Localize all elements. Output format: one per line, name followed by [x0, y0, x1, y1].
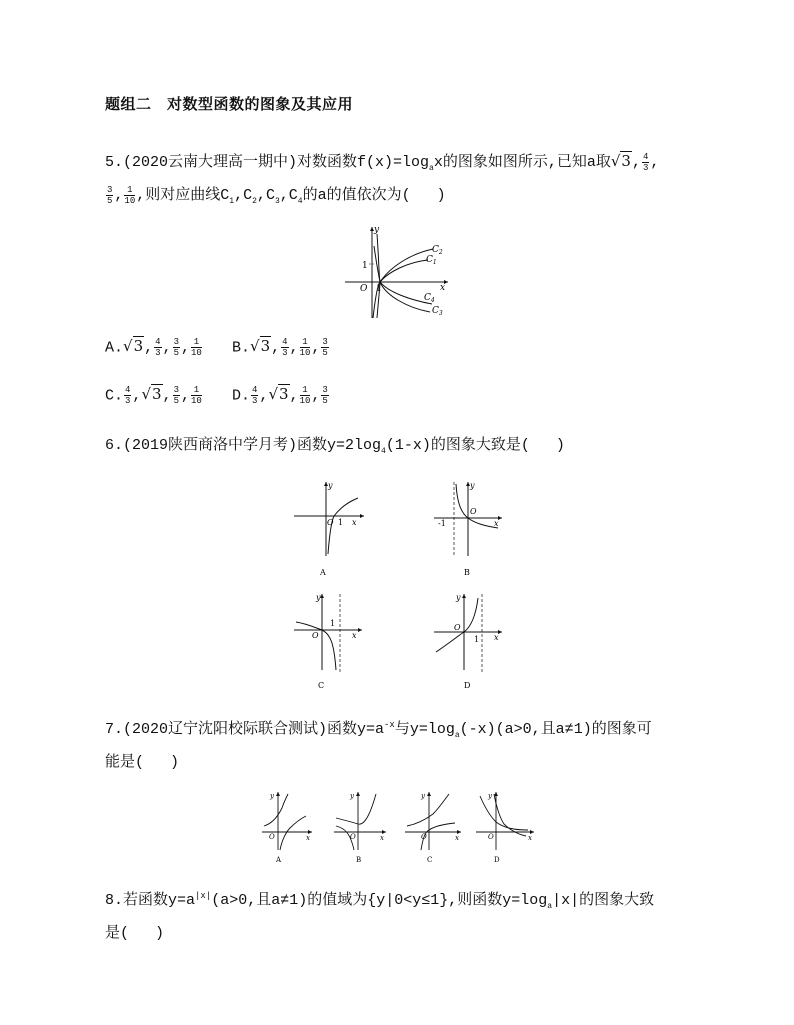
- label-c3: $C_3$: [432, 306, 443, 317]
- q5-graph: [340, 222, 460, 322]
- c: C: [265, 187, 275, 204]
- option-label: C: [318, 681, 325, 690]
- comma: ,: [114, 187, 124, 204]
- close-paren: ): [555, 437, 565, 454]
- svg-text:x: x: [352, 518, 357, 527]
- svg-text:O: O: [421, 833, 427, 841]
- option-label: A: [320, 568, 326, 577]
- q7-graph-c[interactable]: [405, 792, 461, 864]
- q5-option-d[interactable]: D. $\frac{4}{3}$ ,√3, $\frac{1}{10}$ , $\frac{3}{5}$: [232, 385, 328, 406]
- svg-text:y: y: [421, 792, 425, 800]
- q5-frac-4-3: $\frac{4}{3}$: [642, 151, 649, 173]
- q8-exponent: |x|: [195, 891, 212, 901]
- y-one: 1: [362, 261, 368, 271]
- q5-frac-1-10: $\frac{1}{10}$: [124, 184, 136, 206]
- svg-text:O: O: [488, 833, 494, 841]
- q7-text-c: (-x)(a>0,且a≠1)的图象可: [459, 721, 652, 738]
- svg-text:-1: -1: [438, 519, 446, 528]
- q6-text-b: (1-x)的图象大致是(: [385, 437, 530, 454]
- label-c2: $C_2$: [432, 245, 443, 256]
- svg-text:1: 1: [338, 518, 344, 527]
- close-paren: ): [436, 187, 446, 204]
- curve-c3: [377, 234, 430, 312]
- label-c4: $C_4$: [424, 293, 435, 304]
- q7-graph-d[interactable]: [476, 792, 534, 864]
- svg-text:y: y: [316, 593, 321, 602]
- x-label: x: [440, 283, 446, 293]
- close-paren: ): [170, 754, 180, 771]
- y-label: y: [374, 225, 380, 235]
- q5-line2-text: 则对应曲线C: [145, 187, 230, 204]
- sub: 3: [274, 197, 280, 206]
- q5-text-b: x的图象如图所示,已知a取: [433, 154, 611, 171]
- q7-graph-a[interactable]: [262, 792, 312, 864]
- comma: ,: [256, 187, 266, 204]
- q6-text: 6.(2019陕西商洛中学月考)函数y=2log: [105, 437, 382, 454]
- q5-sqrt3: √3: [610, 152, 631, 170]
- q5-option-c[interactable]: C. $\frac{4}{3}$ ,√3, $\frac{3}{5}$ , $\frac{1}{10}$: [105, 385, 202, 406]
- sub: 4: [297, 197, 303, 206]
- svg-text:y: y: [470, 481, 475, 490]
- q8-stem-line1: [105, 888, 654, 911]
- svg-text:y: y: [456, 593, 461, 602]
- q6-stem: [105, 433, 565, 456]
- svg-text:B: B: [356, 856, 362, 864]
- svg-text:1: 1: [330, 619, 336, 628]
- option-label: D: [464, 681, 471, 690]
- sub: 1: [229, 197, 235, 206]
- c: C: [243, 187, 253, 204]
- svg-text:O: O: [312, 631, 319, 640]
- opt-letter: C.: [105, 387, 124, 405]
- q5-log-base: a: [429, 164, 434, 173]
- opt-letter: A.: [105, 339, 124, 357]
- q7-log-base: a: [454, 731, 460, 740]
- q8-log-base: a: [547, 902, 553, 911]
- q5-option-a[interactable]: A.√3, $\frac{4}{3}$ , $\frac{3}{5}$ , $\frac{1}{10}$: [105, 337, 202, 358]
- svg-text:y: y: [270, 792, 274, 800]
- svg-text:x: x: [380, 834, 384, 842]
- svg-text:y: y: [350, 792, 354, 800]
- q6-graph-c[interactable]: [290, 590, 370, 690]
- q5-option-b[interactable]: B.√3, $\frac{4}{3}$ , $\frac{1}{10}$ , $\frac{3}{5}$: [232, 337, 328, 358]
- q8-line2-text: 是(: [105, 925, 130, 942]
- q7-exponent: -x: [384, 720, 395, 730]
- q5-line2: [105, 183, 446, 206]
- svg-text:y: y: [328, 481, 333, 490]
- svg-text:C: C: [427, 856, 433, 864]
- q6-graph-d[interactable]: [430, 590, 510, 690]
- svg-text:O: O: [470, 507, 477, 516]
- q8-text-b: (a>0,且a≠1)的值域为{y|0<y≤1},则函数y=log: [211, 892, 548, 909]
- svg-text:D: D: [494, 856, 500, 864]
- x-one: 1: [376, 284, 382, 294]
- svg-text:O: O: [350, 833, 356, 841]
- curve: [296, 622, 336, 670]
- svg-text:x: x: [306, 834, 310, 842]
- q5-line2-text-b: 的a的值依次为(: [302, 187, 411, 204]
- q7-graph-b[interactable]: [334, 792, 386, 864]
- q8-text: 8.若函数y=a: [105, 892, 196, 909]
- svg-text:A: A: [276, 856, 282, 864]
- comma: ,: [631, 154, 641, 171]
- label-c1: $C_1$: [426, 255, 437, 266]
- comma: ,: [279, 187, 289, 204]
- section-heading: 题组二 对数型函数的图象及其应用: [105, 95, 354, 113]
- q7-text: 7.(2020辽宁沈阳校际联合测试)函数y=a: [105, 721, 385, 738]
- svg-text:x: x: [455, 834, 459, 842]
- q7-graphs: [258, 788, 538, 866]
- c: C: [288, 187, 298, 204]
- q5-text: 5.(2020云南大理高一期中)对数函数f(x)=log: [105, 154, 430, 171]
- comma: ,: [136, 187, 146, 204]
- q7-stem-line1: [105, 717, 652, 740]
- svg-text:1: 1: [474, 635, 480, 644]
- svg-text:x: x: [352, 631, 357, 640]
- svg-text:y: y: [488, 792, 492, 800]
- sub: 2: [252, 197, 257, 206]
- comma: ,: [650, 154, 660, 171]
- q6-log-base: 4: [381, 447, 386, 456]
- svg-text:O: O: [269, 833, 275, 841]
- q7-stem-line2: [105, 750, 179, 771]
- q6-graph-a[interactable]: [290, 478, 370, 578]
- q8-stem-line2: [105, 921, 164, 942]
- q6-graph-b[interactable]: [430, 478, 510, 578]
- svg-text:x: x: [494, 519, 499, 528]
- q5-line1: [105, 150, 659, 173]
- svg-text:O: O: [327, 518, 334, 527]
- svg-text:O: O: [454, 623, 461, 632]
- q5-frac-3-5: $\frac{3}{5}$: [107, 184, 113, 206]
- comma: ,: [234, 187, 244, 204]
- q7-line2-text: 能是(: [105, 754, 145, 771]
- curve: [456, 484, 498, 528]
- origin-label: O: [360, 284, 368, 294]
- q8-text-c: |x|的图象大致: [552, 892, 655, 909]
- svg-text:x: x: [528, 834, 532, 842]
- q7-text-b: 与y=log: [394, 721, 455, 738]
- option-label: B: [464, 568, 470, 577]
- svg-text:x: x: [494, 633, 499, 642]
- opt-letter: B.: [232, 339, 251, 357]
- opt-letter: D.: [232, 387, 251, 405]
- close-paren: ): [155, 925, 165, 942]
